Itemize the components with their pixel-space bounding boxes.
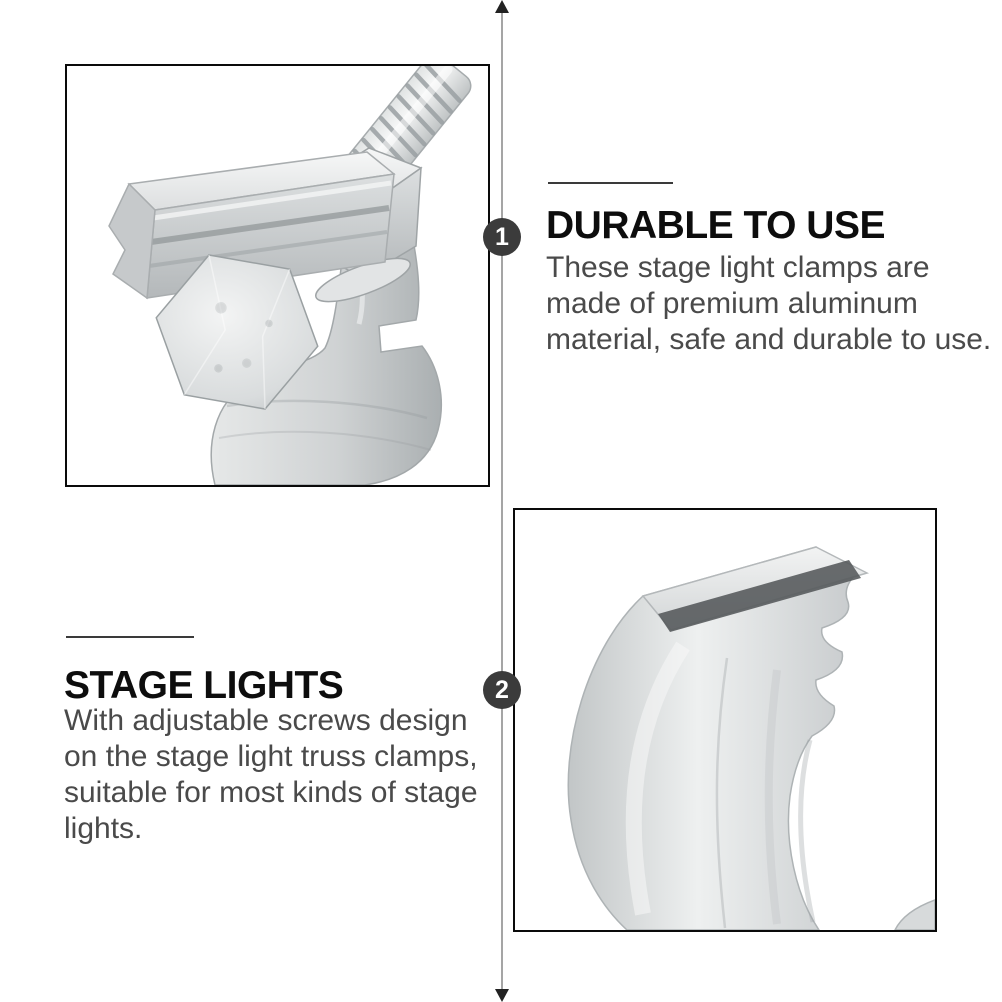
feature-description-1 — [546, 250, 991, 358]
description-line: These stage light clamps are — [546, 251, 930, 284]
description-line: material, safe and durable to use. — [546, 323, 992, 356]
description-line: made of premium aluminum — [546, 287, 918, 320]
description-line: suitable for most kinds of stage — [64, 776, 478, 809]
heading-rule-1 — [548, 182, 673, 184]
feature-title-2: STAGE LIGHTS — [64, 664, 344, 707]
product-photo-clamp-jaw — [513, 508, 937, 932]
feature-title-1: DURABLE TO USE — [546, 204, 885, 247]
feature-description-2 — [64, 703, 478, 847]
divider-arrow-line — [501, 8, 503, 994]
description-line: lights. — [64, 812, 143, 845]
step-badge-1: 1 — [483, 218, 521, 256]
description-line: on the stage light truss clamps, — [64, 740, 478, 773]
clamp-jaw-illustration — [515, 510, 935, 930]
product-photo-clamp-bolt — [65, 64, 490, 487]
arrow-down-icon — [495, 989, 509, 1002]
heading-rule-2 — [66, 636, 194, 638]
clamp-bolt-illustration — [67, 66, 488, 485]
step-badge-2: 2 — [483, 671, 521, 709]
description-line: With adjustable screws design — [64, 704, 468, 737]
arrow-up-icon — [495, 0, 509, 13]
